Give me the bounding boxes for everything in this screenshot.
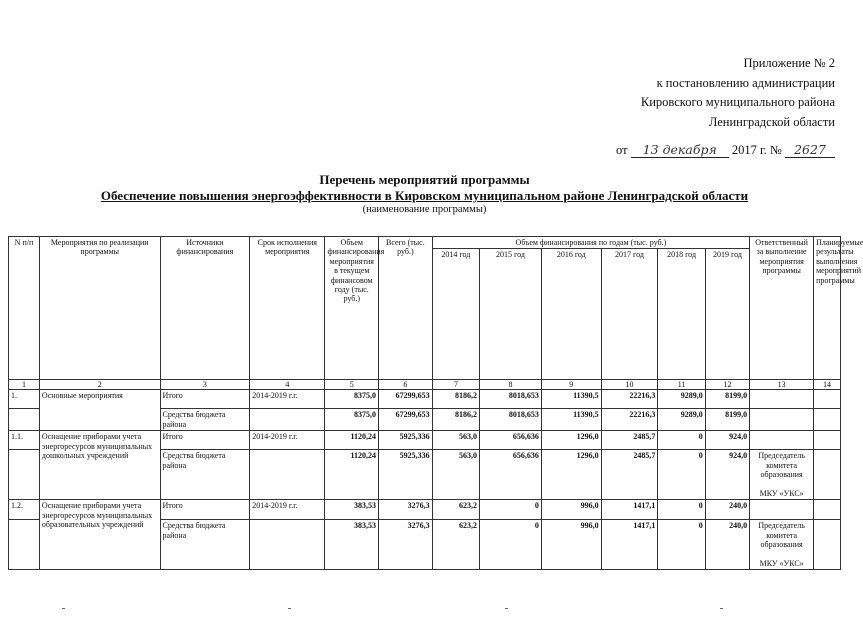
header-source: Источники финансирования [160,237,250,380]
decree-year: 2017 г. № [731,143,782,157]
row-year-value: 11390,5 [541,390,601,409]
row-total: 67299,653 [379,390,433,409]
row-year-value: 240,0 [705,500,749,520]
row-number: 1. [9,390,40,409]
row-year-value: 0 [480,520,542,570]
row-year-value: 656,636 [480,431,542,450]
header-year: 2017 год [601,249,658,380]
row-results [814,500,841,520]
column-number: 13 [750,380,814,390]
row-year-value: 240,0 [705,520,749,570]
row-results [814,390,841,409]
document-title [0,172,849,215]
events-table [8,236,863,570]
column-number: 5 [325,380,379,390]
column-number: 12 [705,380,749,390]
column-number: 6 [379,380,433,390]
row-volume: 383,53 [325,500,379,520]
appendix-line: Кировского муниципального района [640,95,835,109]
row-volume: 1120,24 [325,450,379,500]
column-number: 7 [432,380,479,390]
program-name: Обеспечение повышения энергоэффективности в Кировском муниципальном районе Ленинградской области [100,188,749,203]
header-responsible: Ответственный за выполнение мероприятия программы [750,237,814,380]
row-source: Средства бюджета района [160,520,250,570]
column-number: 2 [39,380,160,390]
row-year-value: 2485,7 [601,450,658,500]
row-number [9,409,40,431]
row-year-value: 996,0 [541,500,601,520]
header-year: 2014 год [432,249,479,380]
row-year-value: 0 [658,431,705,450]
row-year-value: 924,0 [705,431,749,450]
row-year-value: 8018,653 [480,409,542,431]
program-name-caption: (наименование программы) [362,204,487,215]
row-results [814,409,841,431]
row-year-value: 0 [658,500,705,520]
column-number: 11 [658,380,705,390]
row-volume: 383,53 [325,520,379,570]
row-year-value: 22216,3 [601,390,658,409]
row-total: 5925,336 [379,431,433,450]
header-year: 2019 год [705,249,749,380]
header-event: Мероприятия по реализации программы [39,237,160,380]
row-number [9,520,40,570]
appendix-line: к постановлению администрации [656,75,835,90]
row-total: 3276,3 [379,500,433,520]
row-number [9,450,40,500]
row-year-value: 563,0 [432,450,479,500]
row-year-value: 22216,3 [601,409,658,431]
row-year-value: 656,636 [480,450,542,500]
table-body [9,390,841,570]
row-year-value: 8199,0 [705,390,749,409]
row-term: 2014-2019 г.г. [250,431,325,450]
row-year-value: 623,2 [432,520,479,570]
column-number: 14 [814,380,841,390]
table-row [9,390,841,409]
row-source: Средства бюджета района [160,450,250,500]
row-year-value: 2485,7 [601,431,658,450]
scan-mark [720,608,723,609]
header-n: N п/п [9,237,40,380]
header-by-years: Объем финансирования по годам (тыс. руб.) [432,237,750,249]
column-number: 3 [160,380,250,390]
row-year-value: 1296,0 [541,450,601,500]
row-number: 1.1. [9,431,40,450]
decree-line [616,142,835,158]
table-row [9,500,841,520]
row-year-value: 8186,2 [432,409,479,431]
title-line-1: Перечень мероприятий программы [319,172,530,187]
row-term [250,520,325,570]
row-total: 3276,3 [379,520,433,570]
column-number: 1 [9,380,40,390]
row-event: Оснащение приборами учета энергоресурсов муниципальных дошкольных учреждений [39,431,160,500]
scan-mark [62,608,65,609]
row-volume: 1120,24 [325,431,379,450]
row-responsible: Председатель комитета образования МКУ «УКС» [750,450,814,500]
row-year-value: 9289,0 [658,390,705,409]
row-year-value: 563,0 [432,431,479,450]
row-event: Основные мероприятия [39,390,160,431]
row-year-value: 0 [480,500,542,520]
row-year-value: 0 [658,520,705,570]
row-volume: 8375,0 [325,409,379,431]
row-source: Итого [160,390,250,409]
header-year: 2018 год [658,249,705,380]
row-year-value: 0 [658,450,705,500]
row-event: Оснащение приборами учета энергоресурсов муниципальных образовательных учреждений [39,500,160,570]
row-responsible [750,431,814,450]
row-year-value: 8018,653 [480,390,542,409]
header-volume: Объем финансирования мероприятия в текущем финансовом году (тыс. руб.) [325,237,379,380]
row-year-value: 9289,0 [658,409,705,431]
header-year: 2015 год [480,249,542,380]
row-responsible: Председатель комитета образования МКУ «УКС» [750,520,814,570]
row-year-value: 924,0 [705,450,749,500]
row-term [250,450,325,500]
column-number: 10 [601,380,658,390]
row-term [250,409,325,431]
column-number: 4 [250,380,325,390]
row-year-value: 8186,2 [432,390,479,409]
header-term: Срок исполнения мероприятия [250,237,325,380]
decree-date-handwritten: 13 декабря [631,142,729,158]
row-results [814,450,841,500]
header-total: Всего (тыс. руб.) [379,237,433,380]
column-number-row [9,380,841,390]
row-year-value: 996,0 [541,520,601,570]
column-number: 9 [541,380,601,390]
row-term: 2014-2019 г.г. [250,500,325,520]
row-year-value: 1296,0 [541,431,601,450]
row-source: Итого [160,500,250,520]
row-year-value: 8199,0 [705,409,749,431]
decree-from: от [616,143,628,157]
row-year-value: 623,2 [432,500,479,520]
row-year-value: 1417,1 [601,500,658,520]
scan-mark [505,608,508,609]
decree-number-handwritten: 2627 [785,142,835,158]
scan-mark [288,608,291,609]
row-total: 67299,653 [379,409,433,431]
row-year-value: 1417,1 [601,520,658,570]
header-results: Планируемые результаты выполнения мероприятий программы [814,237,841,380]
row-year-value: 11390,5 [541,409,601,431]
row-total: 5925,336 [379,450,433,500]
appendix-line: Приложение № 2 [743,56,835,70]
row-responsible [750,409,814,431]
table-row [9,431,841,450]
row-source: Средства бюджета района [160,409,250,431]
row-number: 1.2. [9,500,40,520]
row-results [814,431,841,450]
header-year: 2016 год [541,249,601,380]
appendix-header [641,54,835,132]
row-responsible [750,500,814,520]
row-term: 2014-2019 г.г. [250,390,325,409]
row-source: Итого [160,431,250,450]
column-number: 8 [480,380,542,390]
appendix-line: Ленинградской области [708,114,835,129]
row-volume: 8375,0 [325,390,379,409]
row-results [814,520,841,570]
row-responsible [750,390,814,409]
